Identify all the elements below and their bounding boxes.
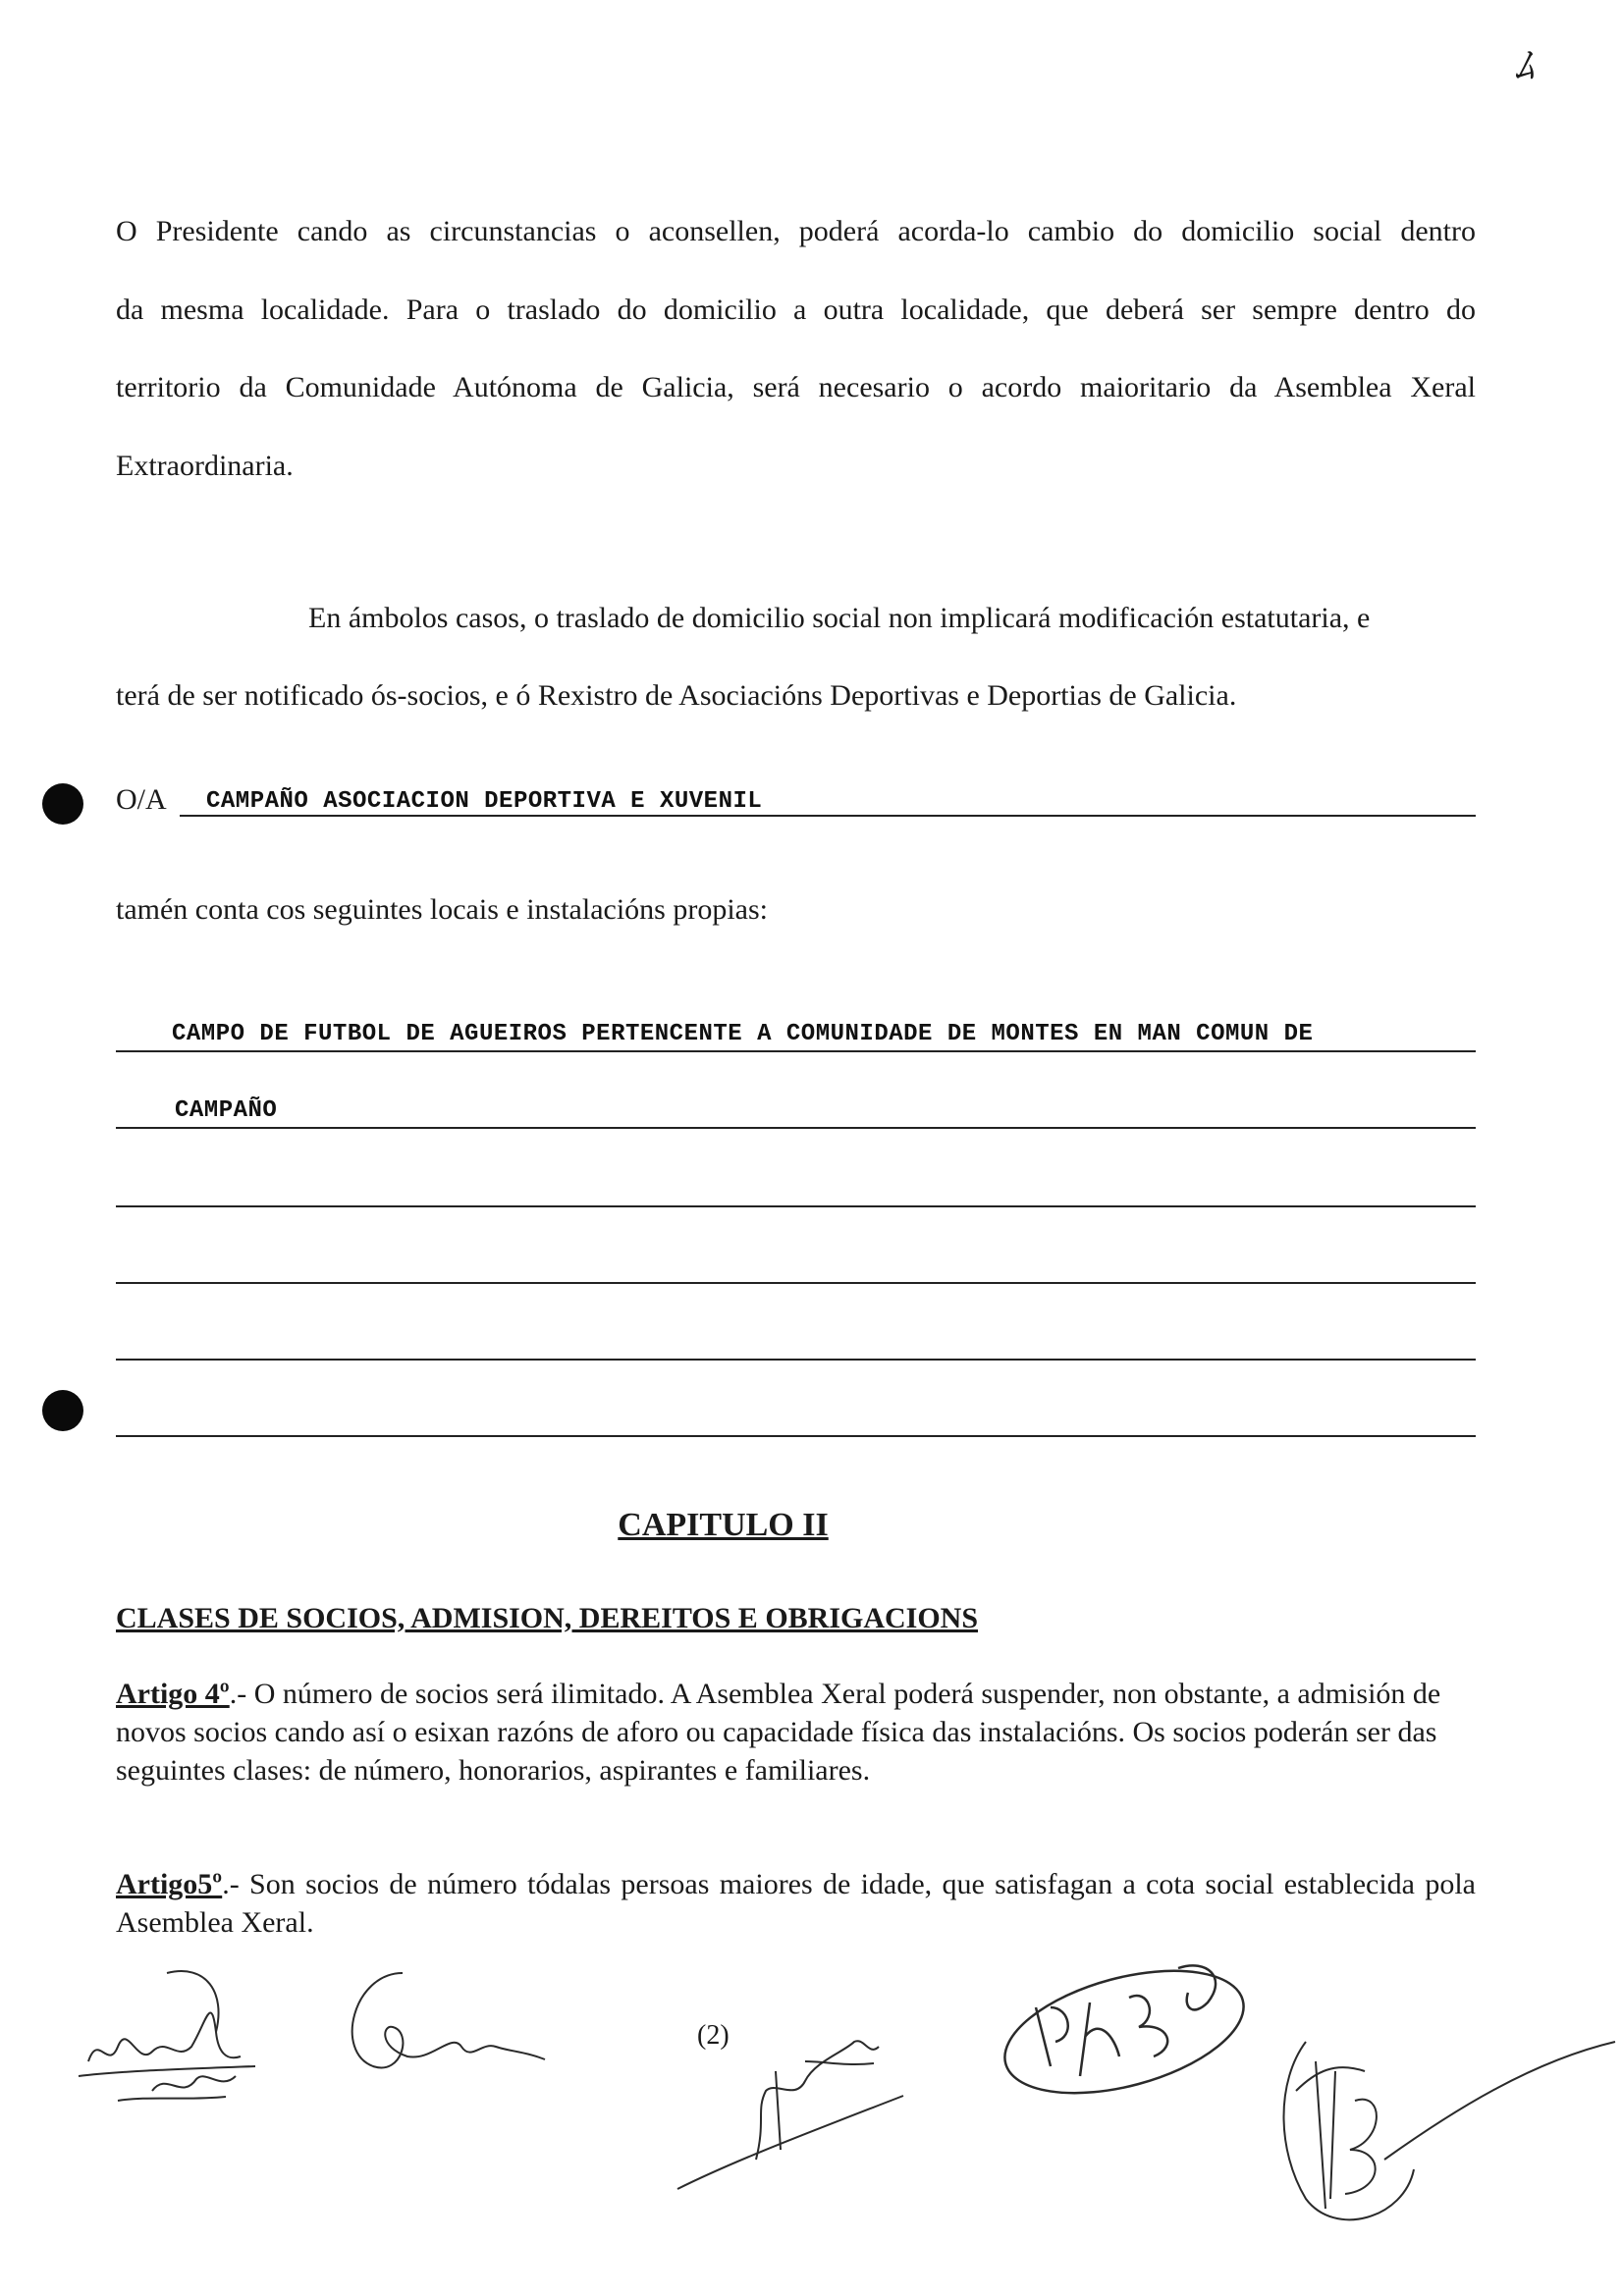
page-number: (2) <box>697 2020 730 2051</box>
section-title: CLASES DE SOCIOS, ADMISION, DEREITOS E OBRIGACIONS <box>116 1602 979 1634</box>
article-5 <box>116 1865 1476 1942</box>
association-label: O/A <box>116 783 167 816</box>
paragraph-line: Extraordinaria. <box>116 449 294 482</box>
facility-rule-4 <box>116 1282 1476 1284</box>
paragraph-notification <box>116 579 1476 734</box>
article-4 <box>116 1675 1476 1789</box>
facility-rule-1 <box>116 1050 1476 1052</box>
signature-5-icon <box>1237 2002 1620 2248</box>
facility-line-2: CAMPAÑO <box>175 1097 278 1124</box>
signature-1-icon <box>59 1953 314 2120</box>
facility-rule-3 <box>116 1205 1476 1207</box>
signature-3-icon <box>658 2002 933 2199</box>
association-name-line <box>180 815 1476 817</box>
association-name: CAMPAÑO ASOCIACION DEPORTIVA E XUVENIL <box>206 788 763 815</box>
punch-hole-top <box>42 783 83 825</box>
corner-mark: ﾑ <box>1514 44 1534 88</box>
article-text: .- Son socios de número tódalas persoas maiores de idade, que satisfagan a cota social establecida pola Asemblea Xeral. <box>116 1868 1476 1939</box>
facility-rule-6 <box>116 1435 1476 1437</box>
article-text: .- O número de socios será ilimitado. A Asemblea Xeral poderá suspender, non obstante, a admisión de novos socios cando así o esixan razóns de aforo ou capacidade física das instalacións. Os socios poderán ser das seguintes clases: de número, honorarios, aspirantes e familiares. <box>116 1678 1441 1787</box>
paragraph-line: O Presidente cando as circunstancias o aconsellen, poderá acorda-lo cambio do domicilio social dentro <box>116 215 1476 247</box>
article-label: Artigo 4º <box>116 1678 230 1710</box>
punch-hole-bottom <box>42 1390 83 1431</box>
paragraph-domicile-change <box>116 192 1476 505</box>
facilities-intro: tamén conta cos seguintes locais e instalacións propias: <box>116 893 768 926</box>
paragraph-line: da mesma localidade. Para o traslado do domicilio a outra localidade, que deberá ser sempre dentro do <box>116 293 1476 326</box>
chapter-title: CAPITULO II <box>618 1507 829 1543</box>
paragraph-line: terá de ser notificado ós-socios, e ó Rexistro de Asociacións Deportivas e Deportias de Galicia. <box>116 679 1237 712</box>
paragraph-line: territorio da Comunidade Autónoma de Galicia, será necesario o acordo maioritario da Asemblea Xeral <box>116 371 1476 403</box>
signature-4-icon <box>982 1949 1276 2115</box>
article-label: Artigo5º <box>116 1868 223 1900</box>
facility-rule-5 <box>116 1359 1476 1361</box>
paragraph-line: En ámbolos casos, o traslado de domicilio social non implicará modificación estatutaria, e <box>308 602 1371 634</box>
facility-rule-2 <box>116 1127 1476 1129</box>
signature-2-icon <box>314 1953 569 2091</box>
facility-line-1: CAMPO DE FUTBOL DE AGUEIROS PERTENCENTE A COMUNIDADE DE MONTES EN MAN COMUN DE <box>172 1021 1314 1047</box>
